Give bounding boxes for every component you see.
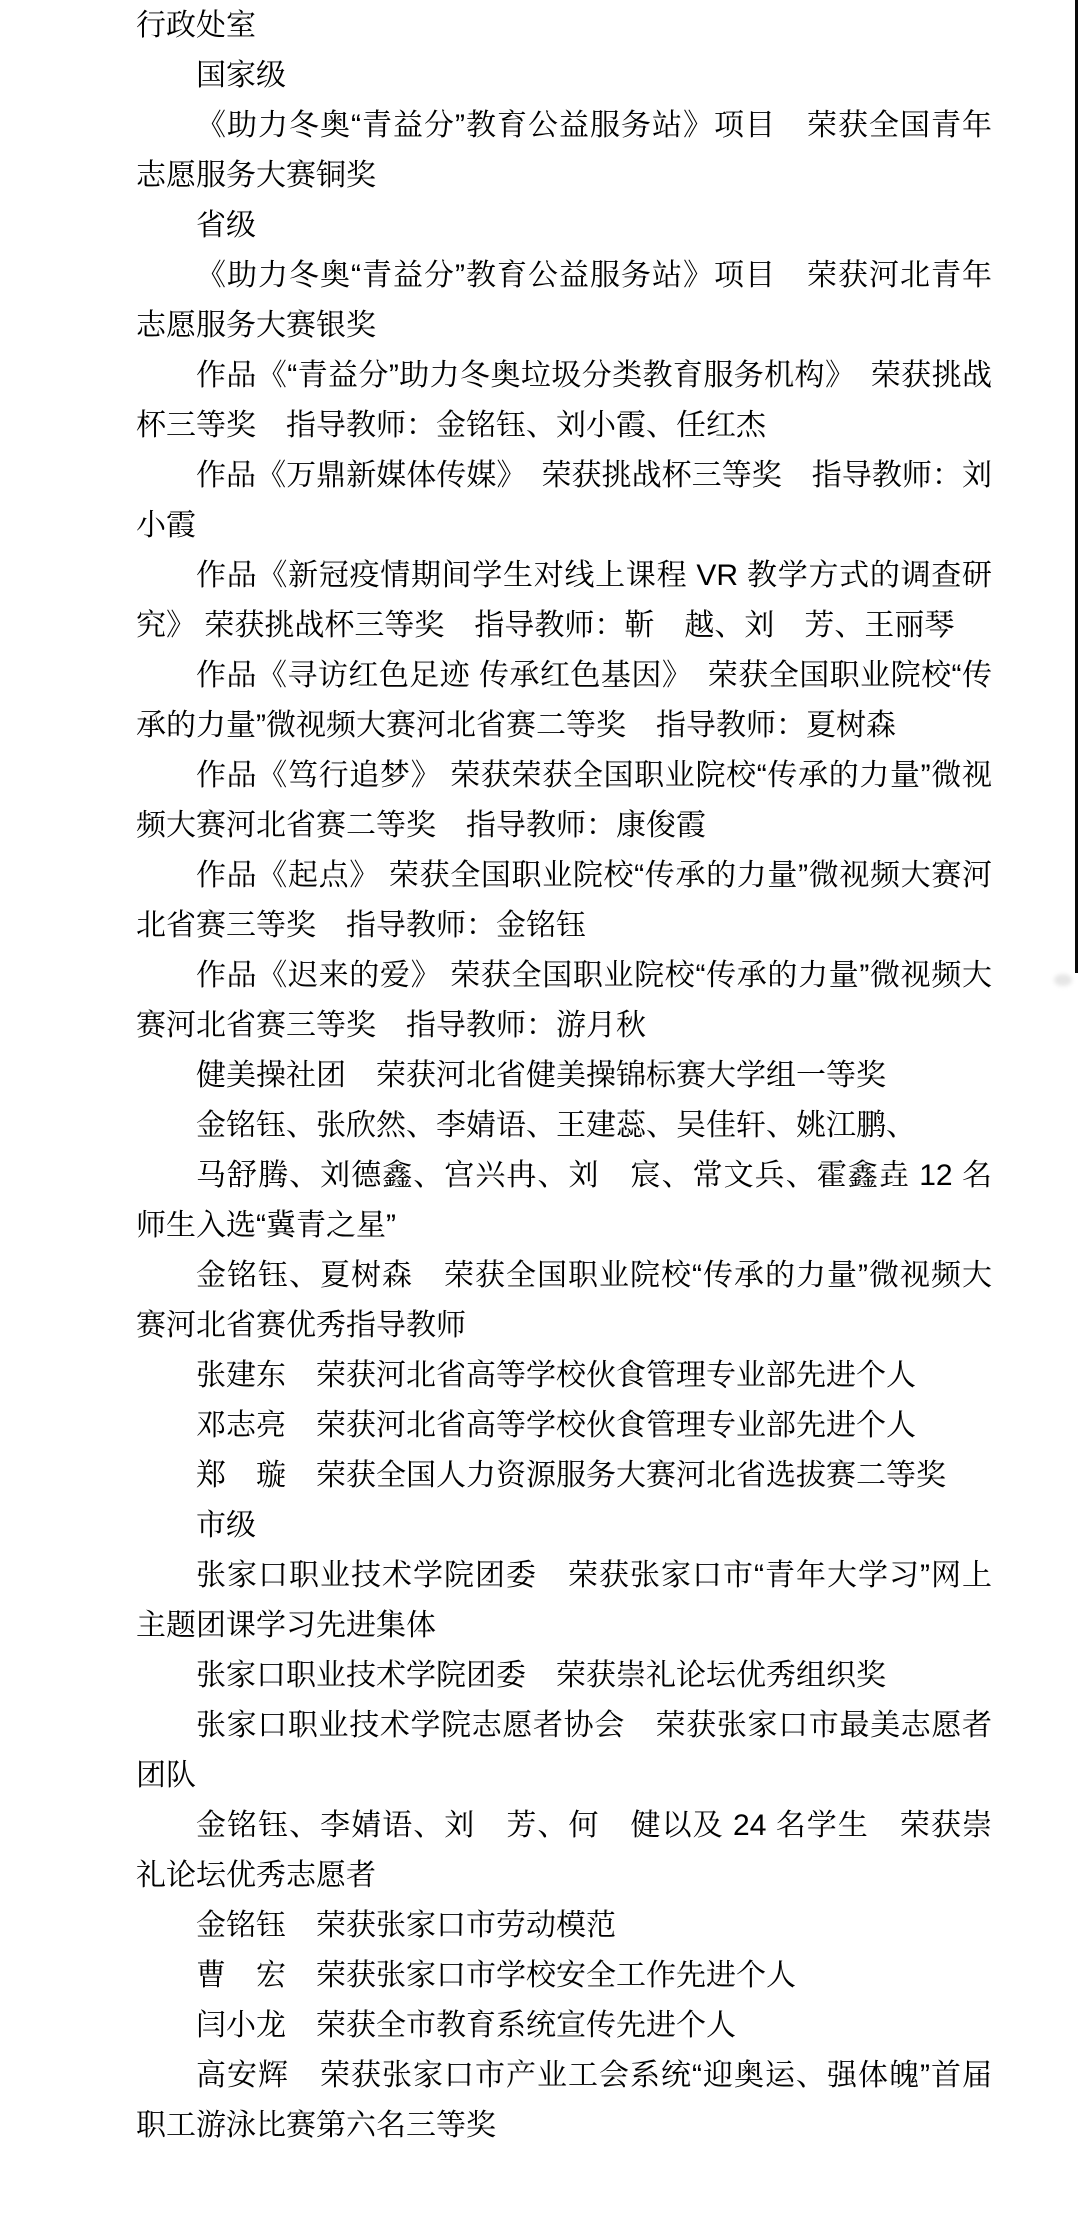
award-paragraph: 张家口职业技术学院团委 荣获崇礼论坛优秀组织奖	[196, 1659, 886, 1692]
award-paragraph: 金铭钰 荣获张家口市劳动模范	[196, 1909, 616, 1942]
section-header: 行政处室	[136, 9, 256, 42]
award-paragraph: 作品《笃行追梦》 荣获荣获全国职业院校“传承的力量”微视频大赛河北省赛二等奖 指导教师：康俊霞	[136, 759, 992, 842]
page-edge-artifact-line	[1075, 0, 1078, 973]
award-paragraph: 金铭钰、张欣然、李婧语、王建蕊、吴佳轩、姚江鹏、	[196, 1109, 916, 1142]
award-paragraph: 张家口职业技术学院志愿者协会 荣获张家口市最美志愿者团队	[136, 1709, 992, 1792]
award-paragraph: 市级	[196, 1509, 256, 1542]
award-paragraph: 马舒腾、刘德鑫、宫兴冉、刘 宸、常文兵、霍鑫垚 12 名师生入选“冀青之星”	[136, 1159, 992, 1242]
award-paragraph: 省级	[196, 209, 256, 242]
award-paragraph: 郑 璇 荣获全国人力资源服务大赛河北省选拔赛二等奖	[196, 1459, 946, 1492]
award-paragraph: 作品《寻访红色足迹 传承红色基因》 荣获全国职业院校“传承的力量”微视频大赛河北省赛二等奖 指导教师：夏树森	[136, 659, 992, 742]
award-paragraph: 闫小龙 荣获全市教育系统宣传先进个人	[196, 2009, 736, 2042]
award-paragraph: 《助力冬奥“青益分”教育公益服务站》项目 荣获河北青年志愿服务大赛银奖	[136, 259, 992, 342]
award-paragraph: 邓志亮 荣获河北省高等学校伙食管理专业部先进个人	[196, 1409, 916, 1442]
award-paragraph: 作品《起点》 荣获全国职业院校“传承的力量”微视频大赛河北省赛三等奖 指导教师：金铭钰	[136, 859, 992, 942]
award-paragraph: 健美操社团 荣获河北省健美操锦标赛大学组一等奖	[196, 1059, 886, 1092]
award-paragraph: 作品《万鼎新媒体传媒》 荣获挑战杯三等奖 指导教师：刘小霞	[136, 459, 992, 542]
award-paragraph: 作品《新冠疫情期间学生对线上课程 VR 教学方式的调查研究》 荣获挑战杯三等奖 指导教师：靳 越、刘 芳、王丽琴	[136, 559, 992, 642]
award-paragraph: 金铭钰、夏树森 荣获全国职业院校“传承的力量”微视频大赛河北省赛优秀指导教师	[136, 1259, 992, 1342]
award-paragraph: 张家口职业技术学院团委 荣获张家口市“青年大学习”网上主题团课学习先进集体	[136, 1559, 992, 1642]
award-paragraph: 《助力冬奥“青益分”教育公益服务站》项目 荣获全国青年志愿服务大赛铜奖	[136, 109, 992, 192]
award-list-document	[136, 1, 992, 2151]
award-paragraph: 作品《“青益分”助力冬奥垃圾分类教育服务机构》 荣获挑战杯三等奖 指导教师：金铭钰、刘小霞、任红杰	[136, 359, 992, 442]
award-paragraph: 高安辉 荣获张家口市产业工会系统“迎奥运、强体魄”首届职工游泳比赛第六名三等奖	[136, 2059, 992, 2142]
scan-smudge-artifact	[1054, 974, 1072, 986]
award-paragraph: 作品《迟来的爱》 荣获全国职业院校“传承的力量”微视频大赛河北省赛三等奖 指导教师：游月秋	[136, 959, 992, 1042]
award-paragraph: 曹 宏 荣获张家口市学校安全工作先进个人	[196, 1959, 796, 1992]
award-paragraph: 金铭钰、李婧语、刘 芳、何 健以及 24 名学生 荣获崇礼论坛优秀志愿者	[136, 1809, 992, 1892]
award-paragraph: 国家级	[196, 59, 286, 92]
award-paragraph: 张建东 荣获河北省高等学校伙食管理专业部先进个人	[196, 1359, 916, 1392]
